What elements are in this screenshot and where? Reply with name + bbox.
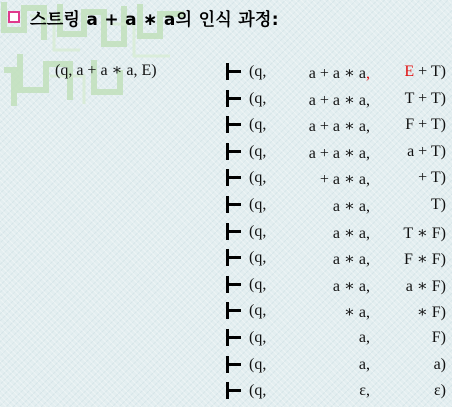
input-cell: a,	[358, 329, 370, 346]
page-title: 스트링 a + a ∗ a의 인식 과정:	[30, 9, 279, 30]
turnstile-icon	[225, 246, 243, 268]
derivation-row	[0, 246, 452, 272]
turnstile-icon	[225, 60, 243, 82]
state-cell: (q,	[249, 169, 267, 187]
input-cell: a ∗ a,	[332, 251, 370, 269]
input-cell: a + a ∗ a,	[308, 91, 370, 109]
state-cell: (q,	[249, 382, 267, 400]
input-cell: a ∗ a,	[332, 198, 370, 215]
derivation-row	[0, 379, 452, 405]
derivation-row	[0, 193, 452, 219]
turnstile-icon	[225, 299, 243, 321]
turnstile-icon	[225, 353, 243, 375]
stack-cell: F ∗ F)	[404, 251, 446, 269]
stack-cell: a ∗ F)	[405, 277, 446, 295]
stack-cell: T + T)	[404, 89, 446, 107]
input-cell: ∗ a,	[344, 304, 370, 322]
bullet-icon	[8, 11, 20, 23]
input-cell: a + a ∗ a,	[308, 65, 370, 82]
derivation-row	[0, 273, 452, 299]
turnstile-icon	[225, 273, 243, 295]
turnstile-icon	[225, 326, 243, 348]
input-cell: a + a ∗ a,	[308, 118, 370, 136]
input-cell: a,	[358, 355, 370, 373]
input-cell: ε,	[359, 382, 370, 400]
stack-cell: ∗ F)	[416, 304, 446, 322]
stack-cell: E + T)	[404, 63, 446, 80]
stack-cell: a)	[433, 355, 446, 373]
input-cell: + a ∗ a,	[319, 171, 370, 189]
derivation-row	[0, 326, 452, 352]
stack-cell: T ∗ F)	[403, 224, 446, 242]
turnstile-icon	[225, 220, 243, 242]
start-configuration: (q, a + a ∗ a, E)	[55, 62, 157, 79]
stack-cell: + T)	[418, 169, 446, 187]
stack-cell: ε)	[433, 382, 446, 400]
state-cell: (q,	[249, 302, 267, 320]
state-cell: (q,	[249, 89, 267, 107]
turnstile-icon	[225, 193, 243, 215]
state-cell: (q,	[249, 196, 267, 213]
title-row	[8, 4, 279, 30]
stack-cell: a + T)	[407, 142, 446, 160]
derivation-row	[0, 353, 452, 379]
turnstile-icon	[225, 87, 243, 109]
state-cell: (q,	[249, 116, 267, 134]
state-cell: (q,	[249, 63, 267, 80]
state-cell: (q,	[249, 222, 267, 240]
derivation-row	[0, 220, 452, 246]
derivation-row	[0, 113, 452, 139]
turnstile-icon	[225, 140, 243, 162]
input-cell: a + a ∗ a,	[308, 144, 370, 162]
derivation-row	[0, 166, 452, 192]
stack-cell: F)	[431, 329, 446, 346]
state-cell: (q,	[249, 355, 267, 373]
state-cell: (q,	[249, 249, 267, 267]
stack-cell: F + T)	[405, 116, 446, 134]
derivation-row	[0, 60, 452, 86]
derivation-row	[0, 87, 452, 113]
state-cell: (q,	[249, 275, 267, 293]
state-cell: (q,	[249, 142, 267, 160]
input-cell: a ∗ a,	[332, 277, 370, 295]
turnstile-icon	[225, 166, 243, 188]
stack-cell: T)	[430, 196, 446, 213]
input-cell: a ∗ a,	[332, 224, 370, 242]
state-cell: (q,	[249, 329, 267, 346]
turnstile-icon	[225, 379, 243, 401]
derivation-row	[0, 299, 452, 325]
turnstile-icon	[225, 113, 243, 135]
derivation-row	[0, 140, 452, 166]
